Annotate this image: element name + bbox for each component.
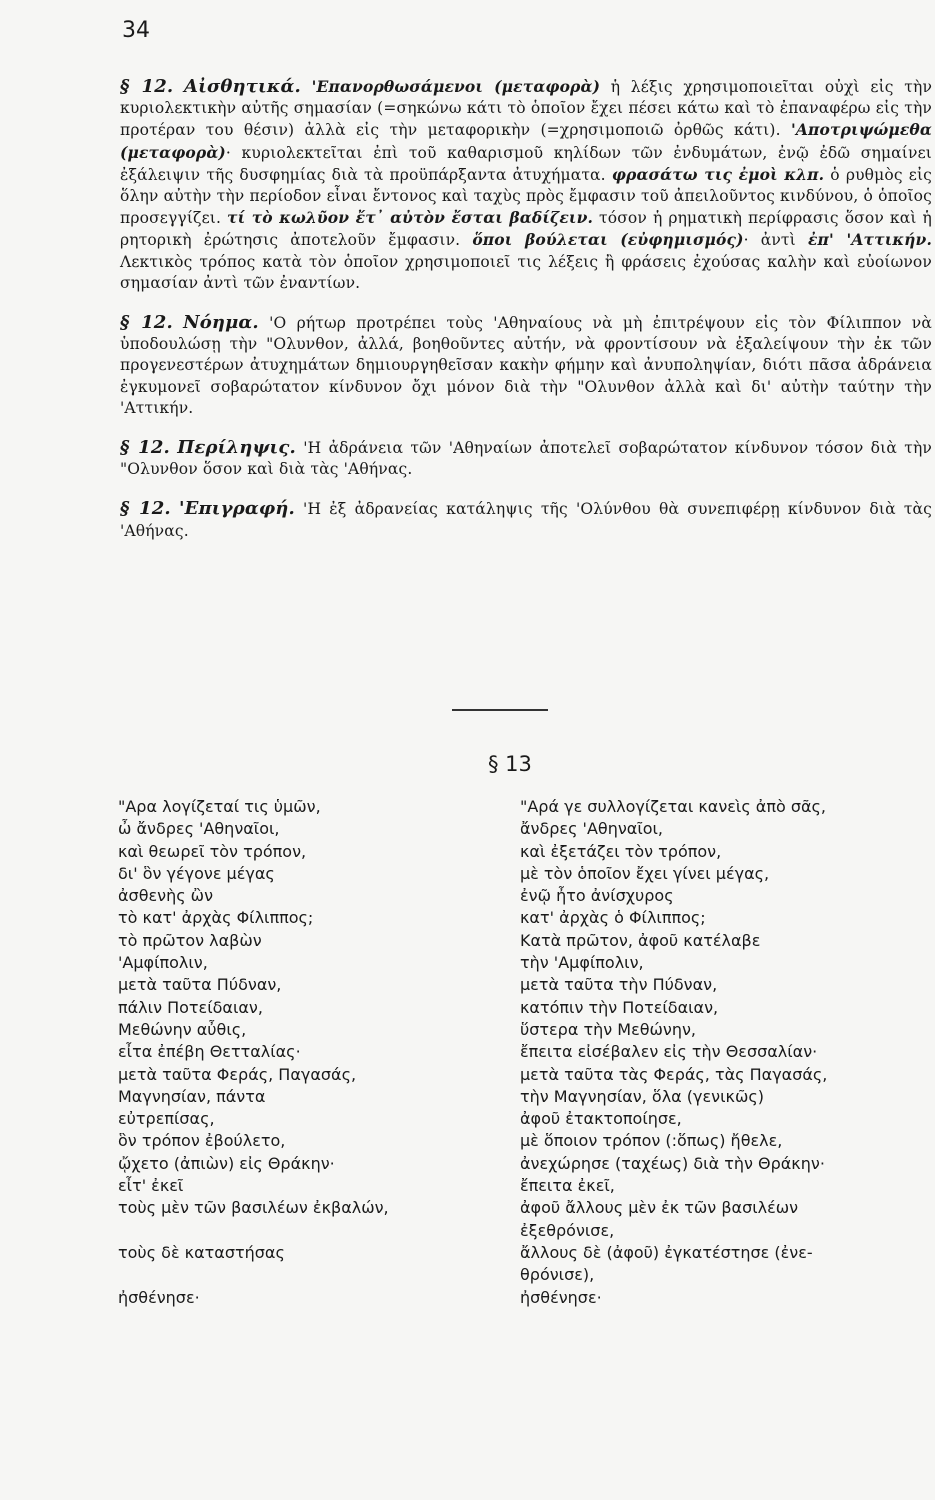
verse-line: μετὰ ταῦτα Πύδναν,	[118, 975, 282, 995]
emphasized-phrase: ὅποι βούλεται (εὐφημισμός)	[472, 230, 744, 250]
emphasized-phrase: φρασάτω τις ἐμοὶ κλπ.	[611, 164, 825, 184]
verse-line: πάλιν Ποτείδαιαν,	[118, 997, 263, 1017]
paragraph-title	[120, 498, 932, 541]
verse-line: ἐξεθρόνισε,	[520, 1220, 615, 1240]
section-ref: § 12.	[120, 498, 171, 520]
verse-line: εἶτ' ἐκεῖ	[118, 1176, 184, 1196]
paragraph-text: 'Η ἐξ ἀδρανείας κατάληψις τῆς 'Ολύνθου θὰ συνεπιφέρῃ κίνδυνον διὰ τὰς 'Αθήνας.	[120, 500, 932, 540]
verse-line: κατ' ἀρχὰς ὁ Φίλιππος;	[520, 908, 706, 928]
emphasized-phrase: 'Επανορθωσάμενοι (μεταφορὰ)	[311, 77, 601, 96]
verse-line: ὕστερα τὴν Μεθώνην,	[520, 1019, 697, 1039]
verse-line: μετὰ ταῦτα Φεράς, Παγασάς,	[118, 1064, 357, 1084]
verse-line	[118, 1264, 498, 1286]
verse-line: ἔπειτα εἰσέβαλεν εἰς τὴν Θεσσαλίαν·	[520, 1042, 818, 1062]
paragraph-text: 'Ο ρήτωρ προτρέπει τοὺς 'Αθηναίους νὰ μὴ ἐπιτρέψουν εἰς τὸν Φίλιππον νὰ ὑποδουλώσῃ τὴν "Ολυνθον, ἀλλά, βοηθοῦντες αὐτήν, νὰ φροντίσουν νὰ ἐξαλείψουν τὴν ἐκ τῶν προγενεστέρων ἀτυχημάτων δημιουργηθεῖσαν κακὴν φήμην καὶ ἀνυποληψίαν, διότι πᾶσα ἀδράνεια ἐγκυμονεῖ σοβαρώτατον κίνδυνον ὄχι μόνον διὰ τὴν "Ολυνθον ἀλλὰ καὶ δι' αὐτὴν ταύτην τὴν 'Αττικήν.	[120, 314, 932, 417]
verse-line: θρόνισε),	[520, 1265, 595, 1285]
verse-line: τοὺς δὲ καταστήσας	[118, 1242, 285, 1262]
verse-line: δι' ὃν γέγονε μέγας	[118, 863, 275, 883]
emphasized-phrase: 'Αποτριψώμεθα (μεταφορὰ)	[120, 120, 932, 162]
greek-original-column	[118, 796, 498, 1309]
divider	[452, 709, 548, 711]
page-number: 34	[122, 18, 150, 43]
verse-line: εὐτρεπίσας,	[118, 1109, 215, 1129]
section-heading: Νόημα.	[183, 312, 259, 334]
verse-line: τὸ κατ' ἀρχὰς Φίλιππος;	[118, 908, 314, 928]
paragraph-text: · κυριολεκτεῖται ἐπὶ τοῦ καθαρισμοῦ κηλίδων τῶν ἐνδυμάτων, ἐνῷ ἐδῶ σημαίνει ἐξάλειψιν τῆς δυσφημίας διὰ τὰ προϋπάρξαντα ἀτυχήματα.	[120, 143, 932, 184]
emphasized-phrase: τί τὸ κωλῦον ἔτ᾽ αὐτὸν ἔσται βαδίζειν.	[227, 208, 594, 228]
paragraph-text: 'Η ἀδράνεια τῶν 'Αθηναίων ἀποτελεῖ σοβαρώτατον κίνδυνον τόσον διὰ τὴν "Ολυνθον ὅσον καὶ διὰ τὰς 'Αθήνας.	[120, 439, 933, 479]
paragraph-text	[301, 78, 312, 96]
commentary-section	[120, 76, 932, 560]
verse-line: τοὺς μὲν τῶν βασιλέων ἐκβαλών,	[118, 1198, 389, 1218]
verse-line: τὸ πρῶτον λαβὼν	[118, 930, 262, 950]
verse-line: ὦ ἄνδρες 'Αθηναῖοι,	[118, 819, 280, 839]
verse-line: ἀνεχώρησε (ταχέως) διὰ τὴν Θράκην·	[520, 1153, 825, 1173]
verse-line: Μεθώνην αὖθις,	[118, 1019, 247, 1039]
paragraph-meaning	[120, 312, 932, 419]
section-heading: 'Επιγραφή.	[178, 498, 295, 520]
verse-line: ἀσθενὴς ὢν	[118, 886, 214, 906]
paragraph-text: ὁ ρυθμὸς εἰς ὅλην αὐτὴν τὴν περίοδον εἶναι ἔντονος καὶ ταχὺς πρὸς ἔμφασιν τοῦ ἀπειλοῦντος κινδύνου, ὁ ὁποῖος προσεγγίζει.	[120, 165, 933, 228]
verse-line: ἔπειτα ἐκεῖ,	[520, 1176, 615, 1196]
paragraph-text: τόσον ἡ ρηματικὴ περίφρασις ὅσον καὶ ἡ ρητορικὴ ἐρώτησις ἀποτελοῦν ἔμφασιν.	[120, 209, 932, 250]
verse-line: καὶ θεωρεῖ τὸν τρόπον,	[118, 841, 307, 861]
verse-line: ἀφοῦ ἐτακτοποίησε,	[520, 1109, 682, 1129]
paragraph-summary	[120, 437, 932, 480]
verse-line: ἠσθένησε·	[520, 1287, 602, 1307]
modern-translation-column	[520, 796, 932, 1309]
verse-line: κατόπιν τὴν Ποτείδαιαν,	[520, 997, 719, 1017]
verse-line: ἀφοῦ ἄλλους μὲν ἐκ τῶν βασιλέων	[520, 1198, 799, 1218]
section-heading: Αἰσθητικά.	[183, 76, 301, 97]
section-ref: § 12.	[120, 437, 170, 459]
verse-line: ἐνῷ ἦτο ἀνίσχυρος	[520, 886, 674, 906]
verse-line: ὃν τρόπον ἐβούλετο,	[118, 1131, 286, 1151]
verse-line: ἄλλους δὲ (ἀφοῦ) ἐγκατέστησε (ἐνε-	[520, 1242, 813, 1262]
verse-line: μετὰ ταῦτα τὴν Πύδναν,	[520, 975, 718, 995]
verse-line: "Αρά γε συλλογίζεται κανεὶς ἀπὸ σᾶς,	[520, 797, 827, 816]
verse-line: ἄνδρες 'Αθηναῖοι,	[520, 819, 664, 839]
section-ref: § 12.	[120, 312, 173, 334]
verse-line: τὴν Μαγνησίαν, ὅλα (γενικῶς)	[520, 1086, 764, 1106]
verse-line: μὲ τὸν ὁποῖον ἔχει γίνει μέγας,	[520, 863, 770, 883]
section-heading: Περίληψις.	[177, 437, 296, 459]
paragraph-text: ἡ λέξις χρησιμοποιεῖται οὐχὶ εἰς τὴν κυριολεκτικὴν αὐτῆς σημασίαν (=σηκώνω κάτι τὸ ὁποῖον ἔχει πέσει κάτω καὶ τὸ ἐπαναφέρω εἰς τὴν προτέραν του θέσιν) ἀλλὰ εἰς τὴν μεταφορικὴν (=χρησιμοποιῶ ὀρθῶς κάτι).	[120, 78, 933, 140]
paragraph-aesthetics	[120, 76, 932, 294]
verse-line: τὴν 'Αμφίπολιν,	[520, 953, 644, 973]
verse-line: ἠσθένησε·	[118, 1287, 200, 1307]
paragraph-text: Λεκτικὸς τρόπος κατὰ τὸν ὁποῖον χρησιμοποιεῖ τις λέξεις ἢ φράσεις ἐχούσας καλὴν καὶ εὐοίωνον σημασίαν ἀντὶ τῶν ἐναντίων.	[120, 252, 932, 292]
verse-line: εἶτα ἐπέβη Θετταλίας·	[118, 1042, 301, 1062]
paragraph-body	[120, 78, 932, 292]
verse-line	[118, 1220, 498, 1242]
verse-line: Μαγνησίαν, πάντα	[118, 1086, 266, 1106]
verse-line: μετὰ ταῦτα τὰς Φεράς, τὰς Παγασάς,	[520, 1064, 828, 1084]
section-ref: § 12.	[120, 76, 174, 97]
section-number: § 13	[488, 752, 532, 776]
verse-line: Κατὰ πρῶτον, ἀφοῦ κατέλαβε	[520, 930, 761, 950]
paragraph-text: · ἀντὶ	[743, 231, 808, 250]
verse-line: καὶ ἐξετάζει τὸν τρόπον,	[520, 841, 722, 861]
verse-line: μὲ ὅποιον τρόπον (:ὅπως) ἤθελε,	[520, 1131, 783, 1151]
verse-line: ᾤχετο (ἀπιὼν) εἰς Θράκην·	[118, 1153, 335, 1173]
verse-line: 'Αμφίπολιν,	[118, 953, 208, 973]
verse-line: "Αρα λογίζεταί τις ὑμῶν,	[118, 797, 321, 816]
emphasized-phrase: ἐπ' 'Αττικήν.	[807, 230, 932, 250]
